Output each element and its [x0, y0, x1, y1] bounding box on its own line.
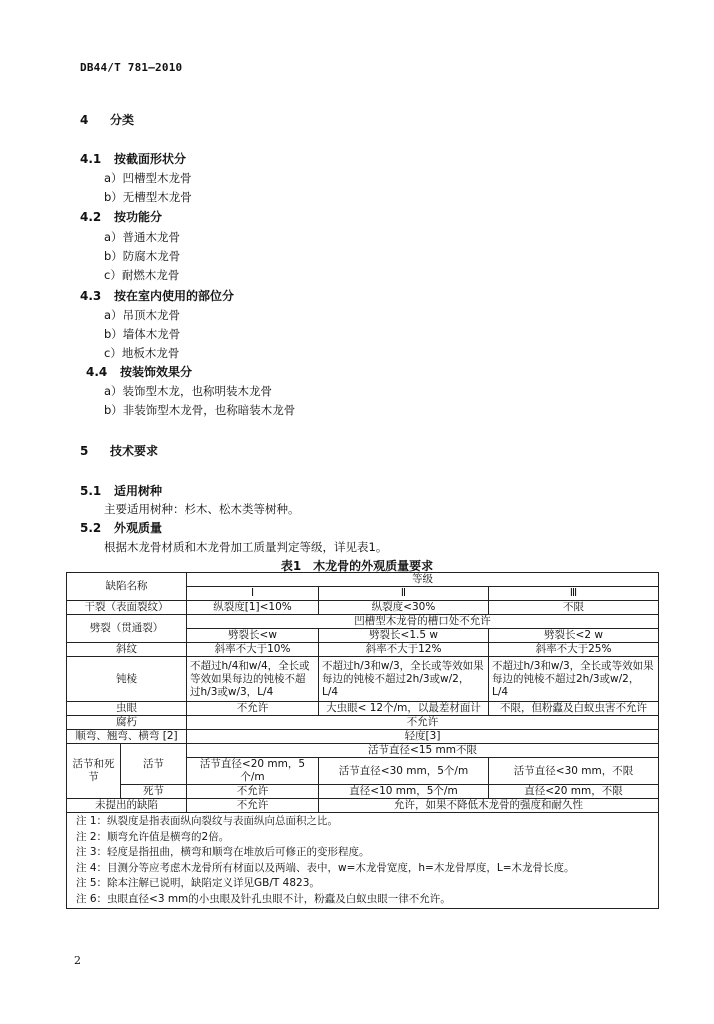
row-label-split: 劈裂（贯通裂）	[67, 615, 187, 643]
table-cell: 凹槽型木龙骨的槽口处不允许	[187, 615, 659, 629]
paragraph: 主要适用树种：杉木、松木类等树种。	[104, 502, 300, 516]
row-label-knots: 活节和死节	[67, 744, 121, 799]
table-caption: 表1 木龙骨的外观质量要求	[280, 559, 434, 573]
list-item: c）地板木龙骨	[104, 346, 180, 360]
note-line: 注 3：轻度是指扭曲，横弯和顺弯在堆放后可修正的变形程度。	[76, 846, 370, 858]
note-line: 注 5：除本注解已说明，缺陷定义详见GB/T 4823。	[76, 877, 320, 889]
note-line: 注 6：虫眼直径<3 mm的小虫眼及针孔虫眼不计，粉蠹及白蚁虫眼一律不允许。	[76, 892, 451, 905]
table-cell: 大虫眼< 12个/m，以最差材面计	[319, 702, 489, 716]
table-notes	[67, 813, 659, 909]
list-item: c）耐燃木龙骨	[104, 268, 180, 282]
list-item: b）无槽型木龙骨	[104, 190, 192, 204]
row-label-other: 未提出的缺陷	[67, 799, 187, 813]
table-cell: 不超过h/3和w/3，全长或等效如果每边的钝棱不超过2h/3或w/2，L/4	[319, 657, 489, 702]
table-cell: 活节直径<20 mm，5个/m	[187, 758, 319, 785]
table-cell: 斜率不大于12%	[319, 643, 489, 657]
row-label-wane: 钝棱	[67, 657, 187, 702]
header-grade: 等级	[187, 573, 659, 587]
note-line: 注 1：纵裂度是指表面纵向裂纹与表面纵向总面积之比。	[76, 815, 339, 827]
grade-1: Ⅰ	[187, 587, 319, 601]
note-line: 注 4：目测分等应考虑木龙骨所有材面以及两端、表中，w=木龙骨宽度，h=木龙骨厚度，L=木龙骨长度。	[76, 861, 575, 874]
header-defect: 缺陷名称	[67, 573, 187, 601]
section-heading: 4 分类	[80, 113, 135, 127]
quality-table	[66, 572, 658, 909]
table-cell: 不限，但粉蠹及白蚁虫害不允许	[489, 702, 659, 716]
row-label-dead-knot: 死节	[121, 785, 187, 799]
table-cell: 劈裂长<2 w	[489, 629, 659, 643]
list-item: a）吊顶木龙骨	[104, 308, 181, 322]
table-cell: 不允许	[187, 716, 659, 730]
table-cell: 斜率不大于25%	[489, 643, 659, 657]
table-cell: 活节直径<30 mm，不限	[489, 758, 659, 785]
table-cell: 直径<20 mm，不限	[489, 785, 659, 799]
row-label-live-knot: 活节	[121, 744, 187, 785]
table-cell: 纵裂度[1]<10%	[187, 601, 319, 615]
list-item: a）普通木龙骨	[104, 230, 181, 244]
table-cell: 劈裂长<1.5 w	[319, 629, 489, 643]
table-cell: 劈裂长<w	[187, 629, 319, 643]
table-cell: 直径<10 mm，5个/m	[319, 785, 489, 799]
table-cell: 活节直径<30 mm，5个/m	[319, 758, 489, 785]
note-line: 注 2：顺弯允许值是横弯的2倍。	[76, 830, 230, 843]
table-cell: 不限	[489, 601, 659, 615]
standard-code: DB44/T 781—2010	[80, 61, 183, 74]
grade-2: Ⅱ	[319, 587, 489, 601]
table-cell: 纵裂度<30%	[319, 601, 489, 615]
table-cell: 允许，如果不降低木龙骨的强度和耐久性	[319, 799, 659, 813]
row-label-insect: 虫眼	[67, 702, 187, 716]
subsection-heading: 5.1 适用树种	[80, 484, 163, 498]
grade-3: Ⅲ	[489, 587, 659, 601]
row-label-rot: 腐朽	[67, 716, 187, 730]
table-cell: 不超过h/4和w/4，全长或等效如果每边的钝棱不超过h/3或w/3，L/4	[187, 657, 319, 702]
list-item: a）装饰型木龙，也称明装木龙骨	[104, 384, 273, 398]
list-item: b）墙体木龙骨	[104, 327, 181, 341]
section-heading: 5 技术要求	[80, 444, 159, 458]
row-label-crack: 干裂（表面裂纹）	[67, 601, 187, 615]
table-cell: 斜率不大于10%	[187, 643, 319, 657]
list-item: b）非装饰型木龙骨，也称暗装木龙骨	[104, 403, 296, 417]
paragraph: 根据木龙骨材质和木龙骨加工质量判定等级，详见表1。	[104, 540, 388, 554]
subsection-heading: 4.3 按在室内使用的部位分	[80, 289, 235, 303]
row-label-slope: 斜纹	[67, 643, 187, 657]
table-cell: 不允许	[187, 702, 319, 716]
list-item: b）防腐木龙骨	[104, 249, 181, 263]
subsection-heading: 4.4 按装饰效果分	[86, 365, 193, 379]
table-cell: 活节直径<15 mm不限	[187, 744, 659, 758]
page-number: 2	[74, 954, 81, 967]
subsection-heading: 5.2 外观质量	[80, 521, 163, 535]
table-cell: 不允许	[187, 785, 319, 799]
table-cell: 不允许	[187, 799, 319, 813]
table-cell: 不超过h/3和w/3，全长或等效如果每边的钝棱不超过2h/3或w/2，L/4	[489, 657, 659, 702]
subsection-heading: 4.2 按功能分	[80, 210, 163, 224]
subsection-heading: 4.1 按截面形状分	[80, 152, 187, 166]
table-cell: 轻度[3]	[187, 730, 659, 744]
row-label-bow: 顺弯、翘弯、横弯 [2]	[67, 730, 187, 744]
list-item: a）凹槽型木龙骨	[104, 171, 192, 185]
